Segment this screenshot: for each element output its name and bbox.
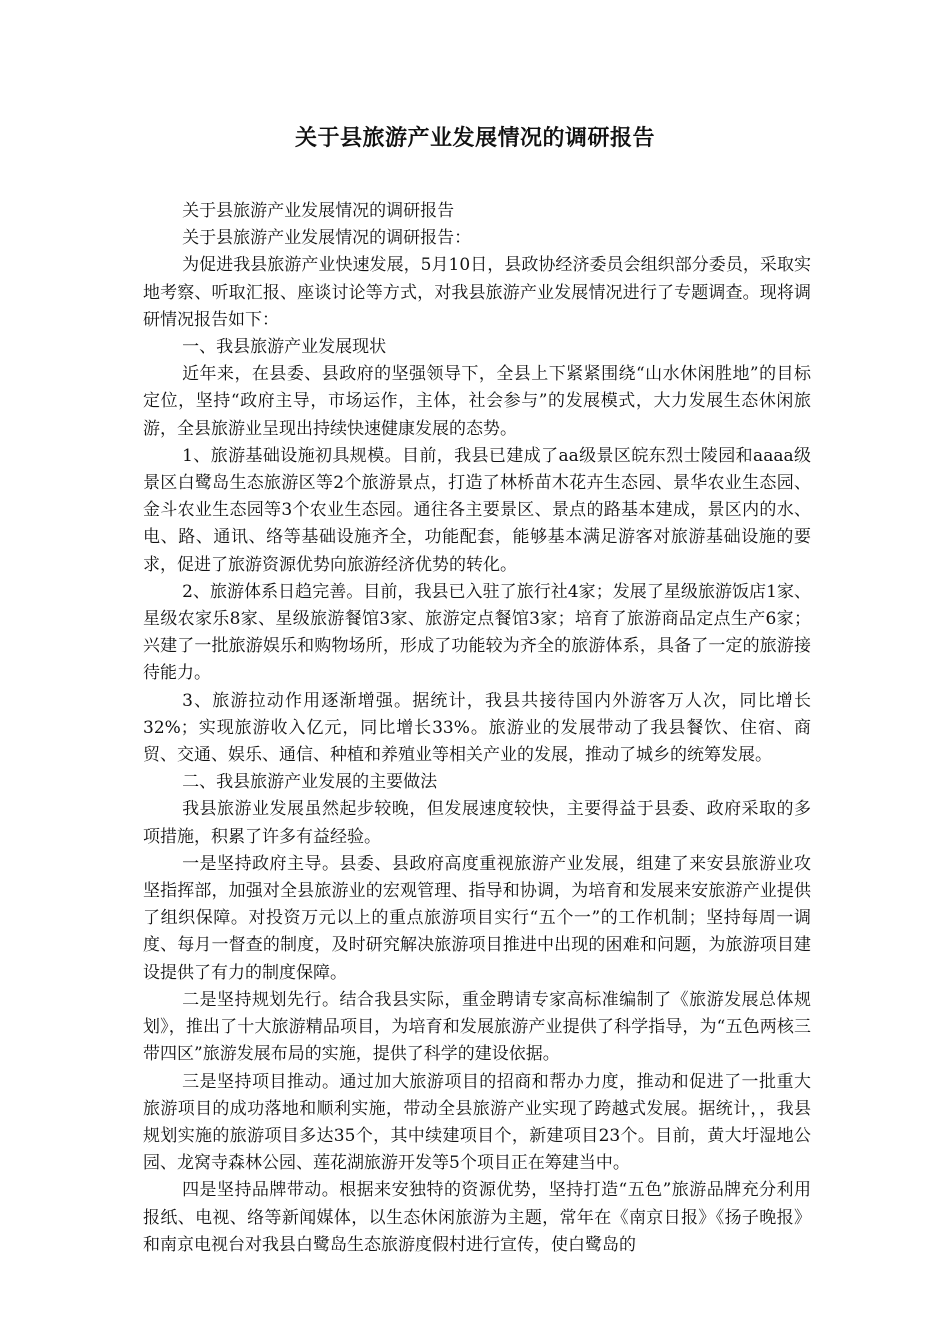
body-paragraph: 四是坚持品牌带动。根据来安独特的资源优势，坚持打造“五色”旅游品牌充分利用报纸、电视、络等新闻媒体，以生态休闲旅游为主题，常年在《南京日报》《扬子晚报》和南京电视台对我县白鹭岛生态旅游度假村进行宣传，使白鹭岛的 (143, 1180, 811, 1255)
section-heading-2: 二、我县旅游产业发展的主要做法 (182, 772, 438, 793)
section-heading-1: 一、我县旅游产业发展现状 (182, 337, 387, 358)
salutation-line: 关于县旅游产业发展情况的调研报告： (182, 228, 472, 249)
body-paragraph: 近年来，在县委、县政府的坚强领导下，全县上下紧紧围绕“山水休闲胜地”的目标定位，坚持“政府主导，市场运作，主体，社会参与”的发展模式，大力发展生态休闲旅游，全县旅游业呈现出持续快速健康发展的态势。 (143, 364, 811, 439)
body-paragraph: 3、旅游拉动作用逐渐增强。据统计，我县共接待国内外游客万人次，同比增长32%；实现旅游收入亿元，同比增长33%。旅游业的发展带动了我县餐饮、住宿、商贸、交通、娱乐、通信、种植和养殖业等相关产业的发展，推动了城乡的统筹发展。 (143, 690, 811, 766)
body-paragraph: 1、旅游基础设施初具规模。目前，我县已建成了aa级景区皖东烈士陵园和aaaa级景区白鹭岛生态旅游区等2个旅游景点，打造了林桥苗木花卉生态园、景华农业生态园、金斗农业生态园等3个农业生态园。通往各主要景区、景点的路基本建成，景区内的水、电、路、通讯、络等基础设施齐全，功能配套，能够基本满足游客对旅游基础设施的要求，促进了旅游资源优势向旅游经济优势的转化。 (143, 445, 811, 575)
document-body (143, 198, 811, 1259)
body-paragraph: 三是坚持项目推动。通过加大旅游项目的招商和帮办力度，推动和促进了一批重大旅游项目的成功落地和顺利实施，带动全县旅游产业实现了跨越式发展。据统计，，我县规划实施的旅游项目多达35个，其中续建项目个，新建项目23个。目前，黄大圩湿地公园、龙窝寺森林公园、莲花湖旅游开发等5个项目正在筹建当中。 (143, 1071, 811, 1174)
body-paragraph: 我县旅游业发展虽然起步较晚，但发展速度较快，主要得益于县委、政府采取的多项措施，积累了许多有益经验。 (143, 799, 811, 847)
subtitle-line: 关于县旅游产业发展情况的调研报告 (182, 201, 455, 221)
document-title: 关于县旅游产业发展情况的调研报告 (294, 125, 655, 151)
intro-paragraph: 为促进我县旅游产业快速发展，5月10日，县政协经济委员会组织部分委员，采取实地考察、听取汇报、座谈讨论等方式，对我县旅游产业发展情况进行了专题调查。现将调研情况报告如下： (143, 255, 811, 330)
body-paragraph: 二是坚持规划先行。结合我县实际，重金聘请专家高标准编制了《旅游发展总体规划》，推出了十大旅游精品项目，为培育和发展旅游产业提供了科学指导，为“五色两核三带四区”旅游发展布局的实施，提供了科学的建设依据。 (143, 989, 811, 1065)
body-paragraph: 2、旅游体系日趋完善。目前，我县已入驻了旅行社4家；发展了星级旅游饭店1家、星级农家乐8家、星级旅游餐馆3家、旅游定点餐馆3家；培育了旅游商品定点生产6家；兴建了一批旅游娱乐和购物场所，形成了功能较为齐全的旅游体系，具备了一定的旅游接待能力。 (143, 581, 811, 684)
body-paragraph: 一是坚持政府主导。县委、县政府高度重视旅游产业发展，组建了来安县旅游业攻坚指挥部，加强对全县旅游业的宏观管理、指导和协调，为培育和发展来安旅游产业提供了组织保障。对投资万元以上的重点旅游项目实行“五个一”的工作机制；坚持每周一调度、每月一督查的制度，及时研究解决旅游项目推进中出现的困难和问题，为旅游项目建设提供了有力的制度保障。 (143, 853, 811, 983)
